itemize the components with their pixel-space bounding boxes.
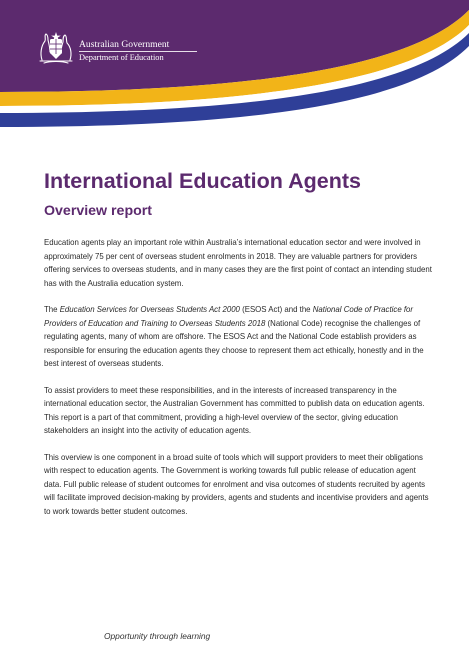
report-body — [44, 236, 432, 531]
coat-of-arms-icon — [36, 30, 76, 64]
logo-divider — [79, 51, 197, 52]
paragraph-4: This overview is one component in a broad suite of tools which will support providers to meet their obligations with respect to education agents. The Government is working towards full public release of education agent data. Full public release of student outcomes for enrolment and visa outcomes of students recruited by agents will facilitate improved decision-making by providers, agents and students and incentivise providers and agents to work towards better student outcomes. — [44, 452, 429, 516]
paragraph-3: To assist providers to meet these responsibilities, and in the interests of increased transparency in the international education sector, the Australian Government has committed to publish data on education agents. This report is a part of that commitment, providing a high-level overview of the sector, giving education stakeholders an insight into the activity of education agents. — [44, 385, 425, 435]
paragraph-1: Education agents play an important role within Australia’s international education sector and were involved in approximately 75 per cent of overseas student enrolments in 2018. They are valuable partners for providers offering services to overseas students, and in many cases they are the first point of contact an intending student has with the Australia education system. — [44, 238, 432, 288]
paragraph-2-part-1: The — [44, 305, 60, 314]
paragraph-2-part-3: (National Code) recognise the challenges of regulating agents, many of whom are offshore. The ESOS Act and the National Code establish providers as responsible for ensuring the education agents they choose to represent them act ethically, honestly and in the best interest of overseas students. — [44, 318, 424, 368]
page-subtitle: Overview report — [44, 203, 153, 219]
paragraph-2-part-2: (ESOS Act) and the — [239, 305, 313, 314]
government-logo — [36, 30, 186, 72]
national-code-name: National Code of Practice for Providers of Education and Training to Overseas Students 2018 — [44, 305, 414, 328]
page-title: International Education Agents — [44, 169, 361, 193]
esos-act-name: Education Services for Overseas Students Act 2000 — [59, 305, 240, 314]
org-name: Australian Government — [79, 39, 170, 50]
department-name: Department of Education — [79, 53, 164, 62]
paragraph-2 — [44, 303, 432, 371]
footer-tagline: Opportunity through learning — [104, 631, 211, 641]
